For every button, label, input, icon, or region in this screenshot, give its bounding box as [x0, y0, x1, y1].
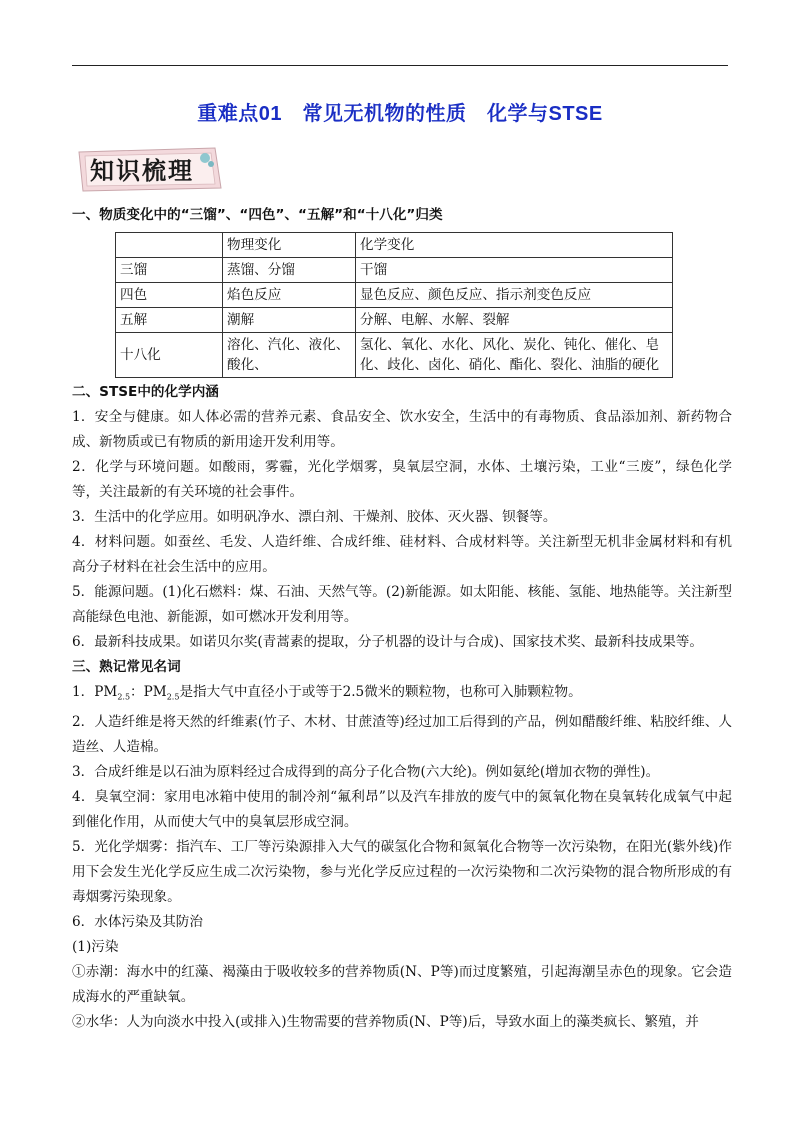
list-item: 4．材料问题。如蚕丝、毛发、人造纤维、合成纤维、硅材料、合成材料等。关注新型无机非金属材料和有机高分子材料在社会生活中的应用。 — [72, 534, 732, 575]
section-heading: 一、物质变化中的“三馏”、“四色”、“五解”和“十八化”归类 — [72, 207, 443, 223]
table-header-row — [116, 233, 673, 258]
list-item: (1)污染 — [72, 938, 119, 955]
table-cell: 五解 — [116, 308, 223, 333]
table-cell: 氢化、氧化、水化、风化、炭化、钝化、催化、皂化、歧化、卤化、硝化、酯化、裂化、油脂的硬化 — [356, 333, 673, 378]
table-cell — [116, 233, 223, 258]
table-cell: 化学变化 — [356, 233, 673, 258]
pm-prefix: 1．PM — [72, 684, 118, 700]
section-heading: 二、STSE中的化学内涵 — [72, 384, 219, 400]
pm-colon: ：PM — [130, 684, 167, 700]
list-item: 2．人造纤维是将天然的纤维素(竹子、木材、甘蔗渣等)经过加工后得到的产品，例如醋酸纤维、粘胶纤维、人造丝、人造棉。 — [72, 713, 732, 755]
table-cell: 显色反应、颜色反应、指示剂变色反应 — [356, 283, 673, 308]
pm-definition: 是指大气中直径小于或等于2.5微米的颗粒物，也称可入肺颗粒物。 — [179, 684, 582, 700]
list-item: 2．化学与环境问题。如酸雨，雾霾，光化学烟雾，臭氧层空洞，水体、土壤污染，工业“三废”，绿色化学等，关注最新的有关环境的社会事件。 — [72, 459, 732, 500]
list-item-pm25 — [72, 680, 732, 710]
section-heading: 三、熟记常见名词 — [72, 659, 181, 675]
table-cell: 三馏 — [116, 258, 223, 283]
list-item: ②水华：人为向淡水中投入(或排入)生物需要的营养物质(N、P等)后，导致水面上的藻类疯长、繁殖，并 — [72, 1013, 699, 1030]
page-title: 重难点01 常见无机物的性质 化学与STSE — [197, 103, 603, 125]
list-item: 3．合成纤维是以石油为原料经过合成得到的高分子化合物(六大纶)。例如氨纶(增加衣物的弹性)。 — [72, 763, 660, 780]
table-cell: 十八化 — [116, 333, 223, 378]
top-rule — [72, 65, 728, 66]
table-cell: 溶化、汽化、液化、酸化、 — [223, 333, 356, 378]
list-item: 6．最新科技成果。如诺贝尔奖(青蒿素的提取，分子机器的设计与合成)、国家技术奖、最新科技成果等。 — [72, 634, 703, 650]
table-cell: 潮解 — [223, 308, 356, 333]
table-row — [116, 283, 673, 308]
table-row — [116, 308, 673, 333]
table-cell: 干馏 — [356, 258, 673, 283]
table-row — [116, 333, 673, 378]
banner-label: 知识梳理 — [90, 156, 194, 185]
list-item: 5．能源问题。(1)化石燃料：煤、石油、天然气等。(2)新能源。如太阳能、核能、氢能、地热能等。关注新型高能绿色电池、新能源，如可燃冰开发利用等。 — [72, 584, 732, 625]
table-cell: 四色 — [116, 283, 223, 308]
pm-subscript: 2.5 — [166, 692, 180, 702]
table-cell: 物理变化 — [223, 233, 356, 258]
table-cell: 蒸馏、分馏 — [223, 258, 356, 283]
table-cell: 焰色反应 — [223, 283, 356, 308]
list-item: 5．光化学烟雾：指汽车、工厂等污染源排入大气的碳氢化合物和氮氧化合物等一次污染物，在阳光(紫外线)作用下会发生光化学反应生成二次污染物，参与光化学反应过程的一次污染物和二次污染物的混合物所形成的有毒烟雾污染现象。 — [72, 838, 732, 905]
list-item: 4．臭氧空洞：家用电冰箱中使用的制冷剂“氟利昂”以及汽车排放的废气中的氮氧化物在臭氧转化成氧气中起到催化作用，从而使大气中的臭氧层形成空洞。 — [72, 788, 732, 830]
pm-subscript: 2.5 — [117, 692, 131, 702]
document-body — [72, 203, 732, 1035]
list-item: 1．安全与健康。如人体必需的营养元素、食品安全、饮水安全，生活中的有毒物质、食品添加剂、新药物合成、新物质或已有物质的新用途开发利用等。 — [72, 409, 732, 450]
classification-table — [115, 232, 673, 378]
list-item: 3．生活中的化学应用。如明矾净水、漂白剂、干燥剂、胶体、灭火器、钡餐等。 — [72, 509, 557, 525]
table-row — [116, 258, 673, 283]
list-item: 6．水体污染及其防治 — [72, 913, 203, 930]
list-item: ①赤潮：海水中的红藻、褐藻由于吸收较多的营养物质(N、P等)而过度繁殖，引起海潮呈赤色的现象。它会造成海水的严重缺氧。 — [72, 963, 732, 1005]
table-cell: 分解、电解、水解、裂解 — [356, 308, 673, 333]
